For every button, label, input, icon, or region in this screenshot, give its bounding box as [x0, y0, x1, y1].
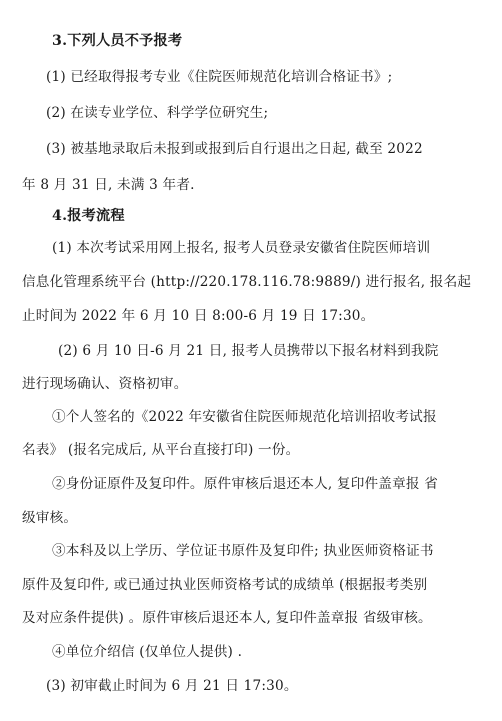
material-1-line-2: 名表》 (报名完成后, 从平台直接打印) 一份。: [22, 442, 300, 458]
section-4-para-1-line-2: 信息化管理系统平台 (http://220.178.116.78:9889/) 进行报名, 报名起: [22, 274, 472, 290]
section-3-item-3: (3) 被基地录取后未报到或报到后自行退出之日起, 截至 2022: [46, 141, 423, 157]
section-3-item-1: (1) 已经取得报考专业《住院医师规范化培训合格证书》;: [46, 69, 393, 85]
section-3-heading: 3.下列人员不予报考: [52, 33, 183, 49]
section-4-para-3: (3) 初审截止时间为 6 月 21 日 17:30。: [46, 678, 298, 694]
material-3-line-1: ③本科及以上学历、学位证书原件及复印件; 执业医师资格证书: [52, 543, 434, 559]
material-1-line-1: ①个人签名的《2022 年安徽省住院医师规范化培训招收考试报: [52, 409, 437, 425]
section-4-para-2-line-2: 进行现场确认、资格初审。: [22, 376, 188, 392]
section-4-para-1-line-1: (1) 本次考试采用网上报名, 报考人员登录安徽省住院医师培训: [52, 240, 431, 256]
section-4-para-1-line-3: 止时间为 2022 年 6 月 10 日 8:00-6 月 19 日 17:30。: [22, 308, 375, 324]
section-3-item-3-cont: 年 8 月 31 日, 未满 3 年者.: [22, 177, 195, 193]
material-4: ④单位介绍信 (仅单位人提供) .: [52, 644, 243, 660]
material-2-line-2: 级审核。: [22, 510, 78, 526]
section-4-heading: 4.报考流程: [52, 208, 125, 224]
material-3-line-2: 原件及复印件, 或已通过执业医师资格考试的成绩单 (根据报考类别: [22, 577, 428, 593]
section-4-para-2-line-1: (2) 6 月 10 日-6 月 21 日, 报考人员携带以下报名材料到我院: [58, 343, 439, 359]
section-3-item-2: (2) 在读专业学位、科学学位研究生;: [46, 105, 269, 121]
material-3-line-3: 及对应条件提供) 。原件审核后退还本人, 复印件盖章报 省级审核。: [22, 610, 432, 626]
material-2-line-1: ②身份证原件及复印件。原件审核后退还本人, 复印件盖章报 省: [52, 476, 438, 492]
